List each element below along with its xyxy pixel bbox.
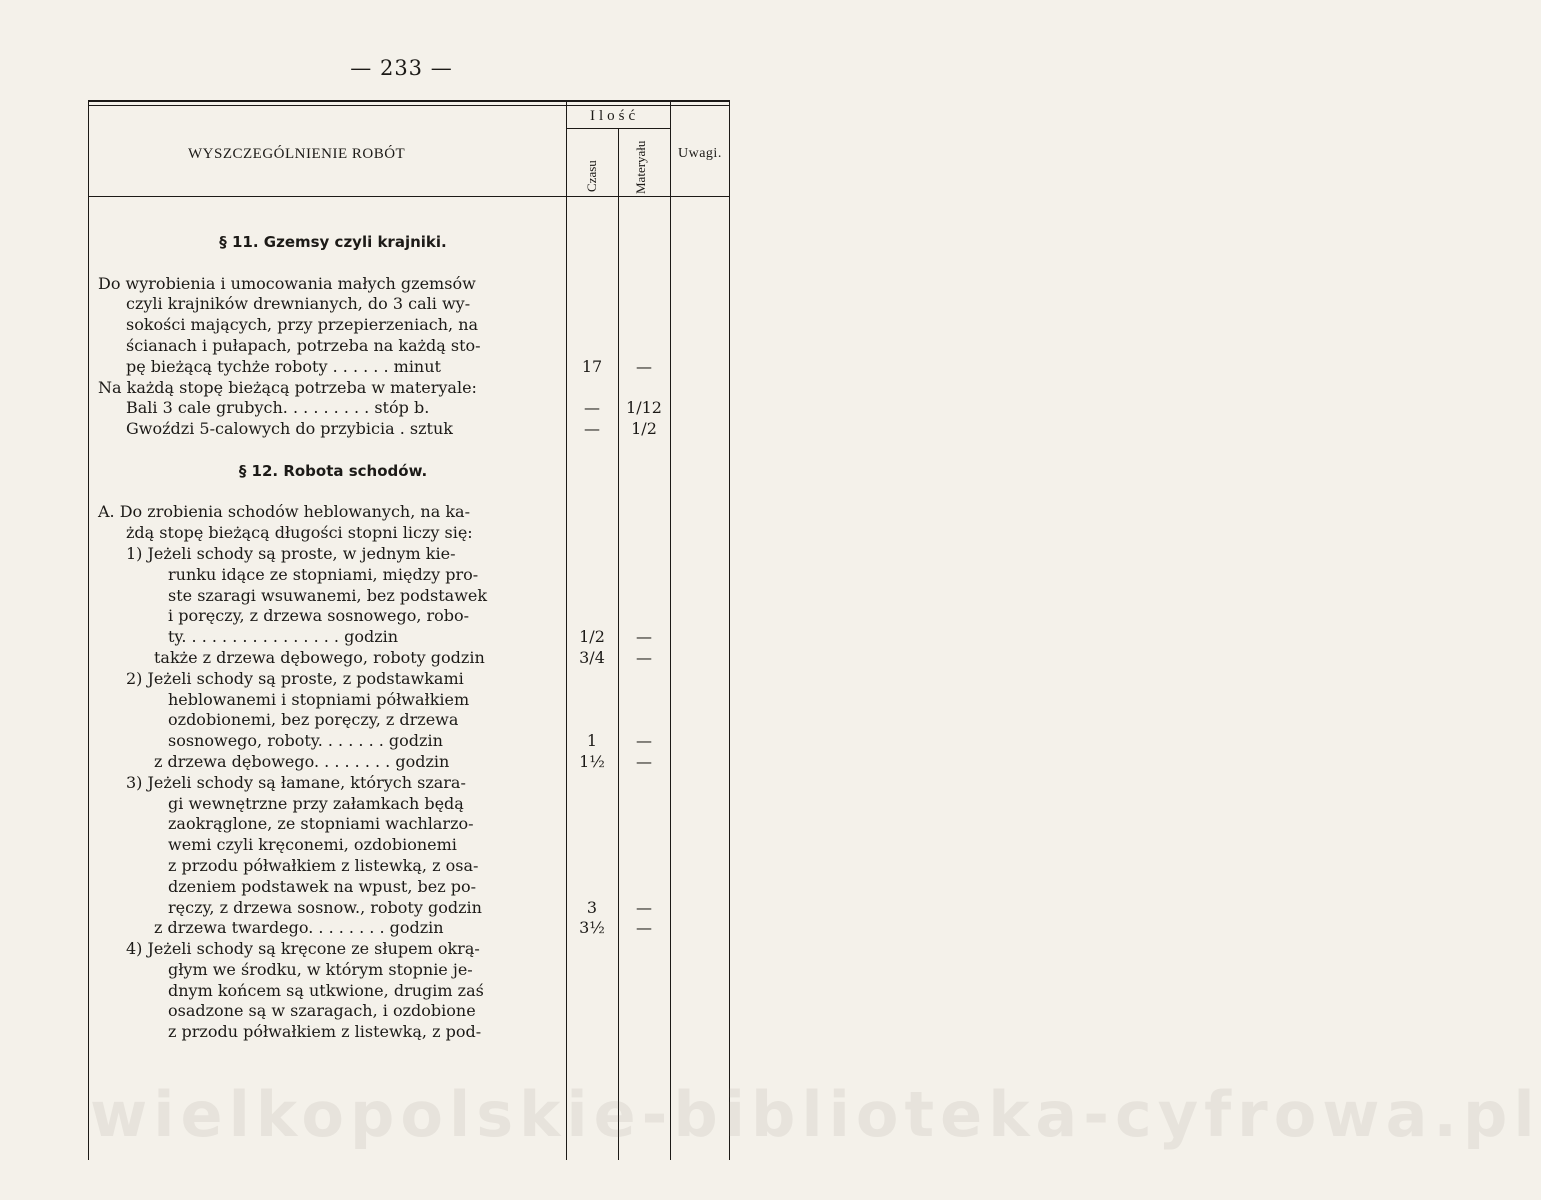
time-value — [568, 336, 616, 357]
text-line: głym we środku, w którym stopnie je- — [168, 959, 473, 979]
material-value: — — [636, 731, 652, 751]
section-heading: § 12. Robota schodów. — [238, 461, 428, 480]
time-value — [568, 502, 616, 523]
text-line: żdą stopę bieżącą długości stopni liczy się: — [126, 523, 473, 543]
text-line: 3) Jeżeli schody są łamane, których szara- — [126, 772, 466, 792]
time-value — [568, 710, 616, 731]
text-line: z drzewa twardego. . . . . . . . godzin — [154, 918, 444, 938]
spacer — [98, 253, 568, 274]
material-value: — — [636, 627, 652, 647]
watermark: wielkopolskie-biblioteka-cyfrowa.pl — [90, 1078, 1541, 1151]
top-rule — [88, 100, 730, 102]
header-rule — [88, 196, 730, 197]
material-value — [620, 1001, 668, 1022]
time-value: — — [584, 419, 600, 439]
section-heading: § 11. Gzemsy czyli krajniki. — [219, 233, 447, 251]
text-line: Bali 3 cale grubych. . . . . . . . . stóp b. — [126, 398, 430, 418]
material-value — [620, 939, 668, 960]
material-value: — — [636, 356, 652, 376]
text-line: czyli krajników drewnianych, do 3 cali wy- — [126, 294, 471, 314]
time-value — [568, 814, 616, 835]
text-line: sokości mających, przy przepierzeniach, na — [126, 315, 479, 335]
text-line: z drzewa dębowego. . . . . . . . godzin — [154, 751, 450, 771]
time-value — [568, 523, 616, 544]
material-value — [620, 523, 668, 544]
time-value — [568, 669, 616, 690]
material-value — [620, 877, 668, 898]
text-line: ręczy, z drzewa sosnow., roboty godzin — [168, 897, 482, 917]
right-border — [729, 100, 730, 1160]
material-value — [620, 565, 668, 586]
material-value — [620, 690, 668, 711]
text-line: 1) Jeżeli schody są proste, w jednym kie- — [126, 543, 456, 563]
time-value — [568, 315, 616, 336]
time-value — [568, 440, 616, 461]
text-line: z przodu półwałkiem z listewką, z osa- — [168, 855, 479, 875]
page-number: — 233 — — [350, 56, 453, 80]
material-value — [620, 981, 668, 1002]
time-value: 1 — [586, 731, 598, 751]
time-value — [568, 835, 616, 856]
text-line: 4) Jeżeli schody są kręcone ze słupem okrą- — [126, 939, 480, 959]
time-value — [568, 960, 616, 981]
time-value: — — [584, 398, 600, 418]
time-value: 3½ — [579, 918, 605, 938]
time-value — [568, 939, 616, 960]
remarks-column-line — [670, 100, 671, 1160]
column-material-header: Materyału — [633, 140, 648, 194]
time-value — [568, 690, 616, 711]
text-line: 2) Jeżeli schody są proste, z podstawkami — [126, 668, 464, 688]
material-value — [620, 794, 668, 815]
time-value: 17 — [581, 356, 603, 376]
time-value: 1/2 — [579, 627, 605, 647]
time-value — [568, 274, 616, 295]
time-value: 3/4 — [579, 647, 605, 667]
time-value — [568, 253, 616, 274]
text-line: sosnowego, roboty. . . . . . . godzin — [168, 731, 443, 751]
material-value — [620, 294, 668, 315]
text-line: Na każdą stopę bieżącą potrzeba w materyale: — [98, 377, 477, 397]
time-value — [568, 482, 616, 503]
text-line: heblowanemi i stopniami półwałkiem — [168, 689, 470, 709]
material-value: 1/12 — [626, 398, 662, 418]
time-value — [568, 294, 616, 315]
time-value — [568, 856, 616, 877]
text-line: ścianach i pułapach, potrzeba na każdą sto- — [126, 335, 481, 355]
text-line: dzeniem podstawek na wpust, bez po- — [168, 876, 477, 896]
material-value — [620, 378, 668, 399]
spacer — [98, 482, 568, 503]
material-value — [620, 502, 668, 523]
material-value — [620, 773, 668, 794]
column-time-header: Czasu — [584, 160, 599, 192]
material-value — [620, 1022, 668, 1043]
time-value — [568, 586, 616, 607]
text-line: wemi czyli kręconemi, ozdobionemi — [168, 835, 457, 855]
text-line: także z drzewa dębowego, roboty godzin — [154, 647, 485, 667]
material-value: — — [636, 647, 652, 667]
material-value: — — [636, 918, 652, 938]
time-value — [568, 794, 616, 815]
text-line: i poręczy, z drzewa sosnowego, robo- — [168, 606, 470, 626]
material-value: — — [636, 751, 652, 771]
spacer — [98, 440, 568, 461]
material-value — [620, 606, 668, 627]
material-value — [620, 814, 668, 835]
time-column — [568, 232, 616, 1043]
material-value — [620, 544, 668, 565]
time-value — [568, 606, 616, 627]
material-value: — — [636, 897, 652, 917]
material-value — [620, 336, 668, 357]
material-value — [620, 253, 668, 274]
text-line: dnym końcem są utkwione, drugim zaś — [168, 980, 484, 1000]
column-work-header: WYSZCZEGÓLNIENIE ROBÓT — [188, 146, 406, 162]
text-line: Do wyrobienia i umocowania małych gzemsów — [98, 273, 476, 293]
text-line: ty. . . . . . . . . . . . . . . . godzin — [168, 627, 399, 647]
time-value — [568, 1022, 616, 1043]
material-value — [620, 440, 668, 461]
text-line: ozdobionemi, bez poręczy, z drzewa — [168, 710, 459, 730]
time-value — [568, 378, 616, 399]
material-value — [620, 461, 668, 482]
text-line: A. Do zrobienia schodów heblowanych, na ka- — [98, 502, 470, 522]
time-value — [568, 544, 616, 565]
text-line: osadzone są w szaragach, i ozdobione — [168, 1001, 476, 1021]
text-line: runku idące ze stopniami, między pro- — [168, 564, 479, 584]
text-line: Gwoździ 5-calowych do przybicia . sztuk — [126, 419, 453, 439]
time-value — [568, 981, 616, 1002]
time-value — [568, 232, 616, 253]
material-value — [620, 835, 668, 856]
material-column — [620, 232, 668, 1043]
material-value — [620, 586, 668, 607]
text-line: ste szaragi wsuwanemi, bez podstawek — [168, 585, 488, 605]
column-remarks-header: Uwagi. — [678, 146, 722, 161]
text-line: z przodu półwałkiem z listewką, z pod- — [168, 1022, 482, 1042]
time-value: 3 — [586, 897, 598, 917]
material-value — [620, 710, 668, 731]
material-value — [620, 482, 668, 503]
material-value — [620, 856, 668, 877]
text-line: zaokrąglone, ze stopniami wachlarzo- — [168, 814, 474, 834]
time-value — [568, 1001, 616, 1022]
time-value — [568, 877, 616, 898]
text-line: gi wewnętrzne przy załamkach będą — [168, 793, 464, 813]
time-value — [568, 461, 616, 482]
material-value — [620, 232, 668, 253]
time-value — [568, 565, 616, 586]
material-value — [620, 315, 668, 336]
work-description — [98, 232, 568, 1043]
top-rule-thin — [88, 105, 730, 106]
material-column-line — [618, 128, 619, 1160]
column-quantity-header: Ilość — [590, 108, 640, 124]
material-value — [620, 960, 668, 981]
text-line: pę bieżącą tychże roboty . . . . . . minut — [126, 356, 441, 376]
time-value — [568, 773, 616, 794]
time-value: 1½ — [579, 751, 605, 771]
material-value: 1/2 — [631, 419, 657, 439]
left-border — [88, 100, 89, 1160]
material-value — [620, 669, 668, 690]
material-value — [620, 274, 668, 295]
